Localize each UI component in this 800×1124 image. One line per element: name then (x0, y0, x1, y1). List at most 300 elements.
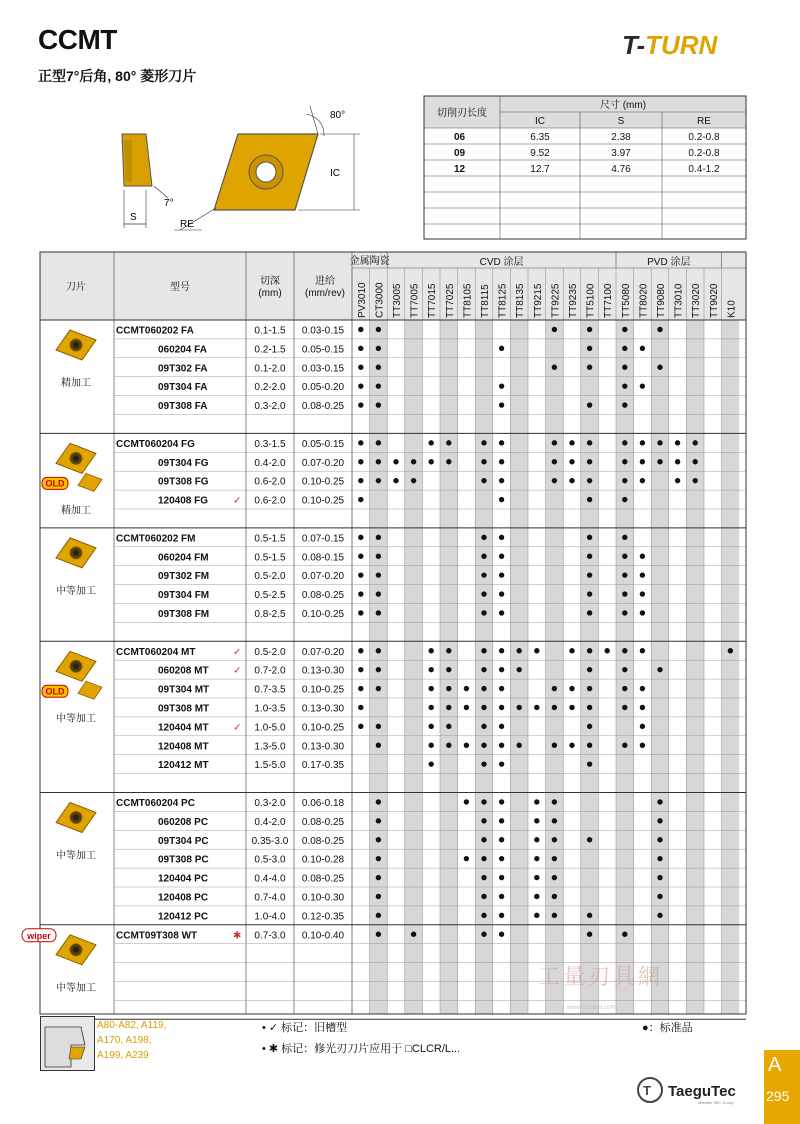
availability-dot-tt7015 (429, 743, 434, 748)
depth-value: 0.3-1.5 (254, 438, 286, 450)
wiper-badge-label: wiper (27, 930, 51, 941)
depth-value: 1.0-5.0 (254, 722, 286, 734)
feed-value: 0.07-0.20 (301, 571, 345, 583)
grade-table (27, 252, 746, 1014)
availability-dot-ct3000 (376, 932, 381, 937)
header-depth: 切深 (260, 276, 280, 287)
availability-dot-tt7005 (411, 459, 416, 464)
availability-dot-tt8115 (481, 591, 486, 596)
availability-dot-tt9225 (552, 327, 557, 332)
insert-hole-inner (256, 162, 276, 182)
feed-value: 0.10-0.40 (301, 930, 345, 942)
availability-dot-tt8105 (464, 856, 469, 861)
insert-hole-inner (73, 455, 79, 461)
availability-dot-tt8125 (499, 572, 504, 577)
availability-dot-tt8115 (481, 535, 486, 540)
availability-dot-tt3010 (675, 459, 680, 464)
size-cell: 4.76 (611, 164, 631, 175)
toolholder-thumbnail (40, 1016, 95, 1071)
label-ic: IC (330, 168, 340, 179)
availability-dot-tt9080 (657, 837, 662, 842)
size-table-group-header: 尺寸 (mm) (599, 100, 647, 111)
page-number: 295 (766, 1088, 790, 1104)
size-table (424, 96, 746, 239)
insert-image-icon (56, 935, 96, 965)
grade-label: TT9235 (568, 283, 579, 318)
svg-text:T: T (643, 1083, 651, 1098)
header-insert: 刀片 (66, 282, 86, 293)
grade-stripe (546, 320, 564, 1014)
availability-dot-tt3020 (693, 478, 698, 483)
availability-dot-tt8125 (499, 837, 504, 842)
availability-dot-tt7015 (429, 648, 434, 653)
operation-label: 中等加工 (56, 850, 96, 862)
insert-image-icon (42, 443, 102, 491)
feed-value: 0.05-0.15 (301, 344, 345, 356)
availability-dot-tt5080 (622, 591, 627, 596)
feed-value: 0.08-0.25 (301, 835, 345, 847)
dim-line-angle (154, 186, 168, 198)
logo-text: TaeguTec (668, 1083, 736, 1100)
check-mark: ✓ (233, 722, 242, 734)
availability-dot-ct3000 (376, 383, 381, 388)
depth-value: 0.3-2.0 (254, 797, 286, 809)
availability-dot-tt5100 (587, 478, 592, 483)
model-code: 09T304 FM (158, 590, 210, 602)
availability-dot-tt9215 (534, 705, 539, 710)
availability-dot-tt9235 (569, 459, 574, 464)
availability-dot-tt8115 (481, 743, 486, 748)
insert-image-icon (42, 651, 102, 699)
availability-dot-tt9215 (534, 837, 539, 842)
depth-value: 0.1-2.0 (254, 363, 286, 375)
feed-value: 0.10-0.28 (301, 854, 345, 866)
grade-label: TT3020 (691, 283, 703, 318)
availability-dot-tt8115 (481, 856, 486, 861)
feed-value: 0.06-0.18 (301, 797, 345, 809)
availability-dot-tt9235 (569, 686, 574, 691)
grade-label: TT7005 (409, 283, 421, 318)
availability-dot-tt5080 (622, 402, 627, 407)
availability-dot-tt8125 (499, 705, 504, 710)
model-code: 09T304 FG (158, 457, 209, 469)
availability-dot-tt5100 (587, 705, 592, 710)
availability-dot-ct3000 (376, 478, 381, 483)
availability-dot-tt8115 (481, 648, 486, 653)
header-feed-unit: (mm/rev) (305, 288, 345, 299)
depth-value: 0.4-2.0 (254, 816, 286, 828)
availability-dot-ct3000 (376, 818, 381, 823)
availability-dot-tt5080 (622, 932, 627, 937)
availability-dot-pv3010 (358, 648, 363, 653)
grade-label: CT3000 (374, 282, 386, 318)
depth-value: 0.5-1.5 (254, 533, 286, 545)
availability-dot-tt5100 (587, 648, 592, 653)
availability-dot-tt8135 (517, 705, 522, 710)
feed-value: 0.10-0.25 (301, 722, 345, 734)
availability-dot-tt5080 (622, 535, 627, 540)
availability-dot-tt8135 (517, 648, 522, 653)
availability-dot-tt8115 (481, 799, 486, 804)
availability-dot-tt8125 (499, 554, 504, 559)
availability-dot-tt8125 (499, 648, 504, 653)
availability-dot-tt5080 (622, 459, 627, 464)
model-code: 060204 FM (158, 552, 209, 564)
availability-dot-ct3000 (376, 837, 381, 842)
old-insert-shape (78, 473, 102, 491)
depth-value: 1.0-3.5 (254, 703, 286, 715)
availability-dot-tt8020 (640, 346, 645, 351)
availability-dot-tt5080 (622, 478, 627, 483)
availability-dot-tt3020 (693, 459, 698, 464)
watermark: 工量刃具網 (538, 964, 664, 989)
availability-dot-ct3000 (376, 346, 381, 351)
grade-label: TT8020 (638, 283, 650, 318)
availability-dot-tt8105 (464, 799, 469, 804)
size-cell: 6.35 (530, 132, 550, 143)
size-row-code: 12 (454, 164, 466, 175)
size-col-ic: IC (535, 116, 545, 127)
availability-dot-tt8105 (464, 705, 469, 710)
availability-dot-ct3000 (376, 799, 381, 804)
availability-dot-ct3000 (376, 402, 381, 407)
availability-dot-pv3010 (358, 365, 363, 370)
feed-value: 0.10-0.25 (301, 495, 345, 507)
availability-dot-pv3010 (358, 686, 363, 691)
grade-label: TT9080 (656, 283, 667, 318)
group-cermet: 金属陶瓷 (349, 256, 390, 267)
availability-dot-tt7015 (429, 667, 434, 672)
availability-dot-tt8115 (481, 913, 486, 918)
feed-value: 0.08-0.25 (301, 873, 345, 885)
availability-dot-tt8020 (640, 648, 645, 653)
check-mark: ✓ (233, 646, 242, 658)
availability-dot-tt9225 (552, 913, 557, 918)
reference-pages (97, 1018, 207, 1063)
availability-dot-tt8020 (640, 591, 645, 596)
availability-dot-tt9225 (552, 894, 557, 899)
page-subtitle: 正型7°后角, 80° 菱形刀片 (38, 68, 197, 84)
feed-value: 0.13-0.30 (301, 741, 345, 753)
table-border (40, 252, 746, 1014)
grade-stripe (405, 320, 423, 1014)
availability-dot-tt7015 (429, 440, 434, 445)
availability-dot-ct3000 (376, 535, 381, 540)
availability-dot-tt7025 (446, 440, 451, 445)
size-cell: 9.52 (530, 148, 550, 159)
insert-image-icon (56, 538, 96, 568)
availability-dot-pv3010 (358, 610, 363, 615)
angle-arc (306, 114, 324, 136)
grade-label: TT8115 (480, 284, 491, 318)
availability-dot-tt8020 (640, 705, 645, 710)
availability-dot-tt9080 (657, 894, 662, 899)
availability-dot-tt5100 (587, 913, 592, 918)
availability-dot-ct3000 (376, 875, 381, 880)
model-code: 09T304 PC (158, 835, 209, 847)
depth-value: 0.2-2.0 (254, 382, 286, 394)
availability-dot-tt8115 (481, 837, 486, 842)
availability-dot-ct3000 (376, 743, 381, 748)
feed-value: 0.08-0.25 (301, 816, 345, 828)
availability-dot-pv3010 (358, 440, 363, 445)
availability-dot-tt8125 (499, 799, 504, 804)
availability-dot-tt5100 (587, 761, 592, 766)
size-row-code: 06 (454, 132, 466, 143)
availability-dot-tt9225 (552, 705, 557, 710)
availability-dot-pv3010 (358, 724, 363, 729)
depth-value: 0.8-2.5 (254, 608, 286, 620)
availability-dot-tt8125 (499, 346, 504, 351)
depth-value: 0.7-2.0 (254, 665, 286, 677)
availability-dot-ct3000 (376, 610, 381, 615)
availability-dot-tt8020 (640, 572, 645, 577)
grade-label: TT5080 (620, 283, 632, 318)
availability-dot-pv3010 (358, 572, 363, 577)
availability-dot-tt5100 (587, 837, 592, 842)
availability-dot-tt8115 (481, 724, 486, 729)
feed-value: 0.10-0.25 (301, 476, 345, 488)
availability-dot-ct3000 (376, 554, 381, 559)
size-col-s: S (617, 116, 625, 127)
availability-dot-tt7015 (429, 686, 434, 691)
availability-dot-tt9080 (657, 856, 662, 861)
group-cvd: CVD 涂层 (479, 257, 524, 268)
availability-dot-pv3010 (358, 535, 363, 540)
group-pvd: PVD 涂层 (647, 257, 691, 268)
depth-value: 0.5-3.0 (254, 854, 286, 866)
availability-dot-tt9235 (569, 648, 574, 653)
model-code: 09T304 MT (158, 684, 210, 696)
availability-dot-pv3010 (358, 667, 363, 672)
brand-part-a: T- (622, 30, 646, 60)
availability-dot-tt8115 (481, 554, 486, 559)
depth-value: 0.6-2.0 (254, 476, 286, 488)
insert-hole-inner (73, 815, 79, 821)
availability-dot-tt7015 (429, 724, 434, 729)
availability-dot-k10 (728, 648, 733, 653)
availability-dot-tt8125 (499, 686, 504, 691)
availability-dot-tt8115 (481, 761, 486, 766)
availability-dot-tt9225 (552, 837, 557, 842)
grade-label: TT3005 (392, 283, 403, 318)
availability-dot-pv3010 (358, 497, 363, 502)
depth-value: 0.7-3.5 (254, 684, 286, 696)
availability-dot-tt8115 (481, 459, 486, 464)
availability-dot-tt9225 (552, 686, 557, 691)
brand-part-b: TURN (645, 30, 718, 60)
availability-dot-tt9215 (534, 856, 539, 861)
old-insert-shape (78, 681, 102, 699)
label-re: RE (180, 219, 194, 230)
availability-dot-tt8105 (464, 743, 469, 748)
availability-dot-tt8020 (640, 743, 645, 748)
availability-dot-tt8020 (640, 554, 645, 559)
logo-subtext: Member IMC Group (698, 1100, 734, 1105)
availability-dot-tt8125 (499, 724, 504, 729)
availability-dot-tt8125 (499, 875, 504, 880)
check-mark: ✓ (233, 665, 242, 677)
availability-dot-tt7025 (446, 705, 451, 710)
model-code: 060208 PC (158, 816, 209, 828)
depth-value: 1.3-5.0 (254, 741, 286, 753)
availability-dot-tt5100 (587, 932, 592, 937)
depth-value: 1.0-4.0 (254, 911, 286, 923)
refs-line-1: A80-A82, A119, (97, 1020, 167, 1031)
availability-dot-tt9215 (534, 913, 539, 918)
availability-dot-tt5100 (587, 402, 592, 407)
availability-dot-tt8125 (499, 497, 504, 502)
grade-label: K10 (726, 300, 738, 318)
availability-dot-tt8115 (481, 875, 486, 880)
grade-label: TT3010 (673, 283, 685, 318)
grade-label: TT7015 (427, 283, 439, 318)
availability-dot-tt5080 (622, 554, 627, 559)
size-row-code: 09 (454, 148, 466, 159)
availability-dot-tt5080 (622, 743, 627, 748)
depth-value: 0.5-1.5 (254, 552, 286, 564)
insert-hole-inner (73, 947, 79, 953)
availability-dot-tt3010 (675, 440, 680, 445)
availability-dot-tt7005 (411, 478, 416, 483)
feed-value: 0.08-0.25 (301, 401, 345, 413)
feed-value: 0.03-0.15 (301, 363, 345, 375)
model-code: 09T308 PC (158, 854, 209, 866)
availability-dot-tt9225 (552, 459, 557, 464)
depth-value: 0.7-4.0 (254, 892, 286, 904)
size-cell: 0.4-1.2 (688, 164, 720, 175)
availability-dot-tt8125 (499, 610, 504, 615)
availability-dot-ct3000 (376, 459, 381, 464)
check-mark: ✓ (233, 495, 242, 507)
refs-line-2: A170, A198, (97, 1035, 152, 1046)
note-old-groove: • ✓ 标记：旧槽型 (262, 1022, 348, 1034)
availability-dot-tt5080 (622, 572, 627, 577)
size-cell: 0.2-0.8 (688, 148, 720, 159)
feed-value: 0.08-0.25 (301, 590, 345, 602)
depth-value: 0.1-1.5 (254, 325, 286, 337)
availability-dot-tt8115 (481, 440, 486, 445)
availability-dot-tt3010 (675, 478, 680, 483)
availability-dot-tt9225 (552, 856, 557, 861)
old-badge-label: OLD (45, 686, 65, 697)
operation-label: 精加工 (61, 505, 91, 517)
availability-dot-tt8020 (640, 440, 645, 445)
availability-dot-ct3000 (376, 327, 381, 332)
feed-value: 0.10-0.25 (301, 684, 345, 696)
availability-dot-tt8115 (481, 932, 486, 937)
availability-dot-tt9215 (534, 875, 539, 880)
availability-dot-tt7015 (429, 459, 434, 464)
availability-dot-tt5080 (622, 365, 627, 370)
availability-dot-tt9235 (569, 705, 574, 710)
refs-line-3: A199, A239 (97, 1050, 149, 1061)
availability-dot-tt9225 (552, 799, 557, 804)
model-code: 120408 PC (158, 892, 209, 904)
brand-logo (622, 30, 717, 61)
availability-dot-tt5080 (622, 648, 627, 653)
availability-dot-tt8135 (517, 667, 522, 672)
availability-dot-ct3000 (376, 856, 381, 861)
model-code: 120412 MT (158, 760, 209, 772)
availability-dot-tt8115 (481, 478, 486, 483)
availability-dot-tt5100 (587, 365, 592, 370)
availability-dot-tt8125 (499, 743, 504, 748)
availability-dot-tt9080 (657, 875, 662, 880)
availability-dot-tt5080 (622, 667, 627, 672)
model-code: CCMT060202 FA (116, 325, 194, 337)
availability-dot-tt7015 (429, 761, 434, 766)
grade-label: TT9020 (708, 283, 720, 318)
feed-value: 0.08-0.15 (301, 552, 345, 564)
availability-dot-tt5100 (587, 535, 592, 540)
availability-dot-tt8105 (464, 686, 469, 691)
availability-dot-tt5080 (622, 383, 627, 388)
availability-dot-tt5100 (587, 591, 592, 596)
header-feed: 进给 (315, 276, 335, 287)
insert-image-icon (56, 803, 96, 833)
grade-label: TT8105 (462, 283, 474, 318)
availability-dot-ct3000 (376, 724, 381, 729)
availability-dot-tt7025 (446, 648, 451, 653)
availability-dot-tt5080 (622, 705, 627, 710)
note-wiper: • ✱ 标记：修光刃刀片应用于 □CLCR/L... (262, 1043, 461, 1055)
depth-value: 0.6-2.0 (254, 495, 286, 507)
availability-dot-tt5100 (587, 667, 592, 672)
depth-value: 0.4-4.0 (254, 873, 286, 885)
availability-dot-tt9080 (657, 913, 662, 918)
size-cell: 12.7 (530, 164, 550, 175)
feed-value: 0.07-0.15 (301, 533, 345, 545)
grade-label: TT9215 (532, 283, 544, 318)
availability-dot-tt8115 (481, 667, 486, 672)
availability-dot-tt3005 (393, 459, 398, 464)
size-cell: 3.97 (611, 148, 631, 159)
availability-dot-tt8125 (499, 856, 504, 861)
availability-dot-ct3000 (376, 894, 381, 899)
grade-label: PV3010 (356, 282, 368, 318)
size-col-re: RE (697, 116, 711, 127)
depth-value: 0.4-2.0 (254, 457, 286, 469)
availability-dot-tt9235 (569, 743, 574, 748)
availability-dot-ct3000 (376, 686, 381, 691)
grade-label: TT7025 (444, 283, 456, 318)
availability-dot-tt8125 (499, 478, 504, 483)
depth-value: 0.3-2.0 (254, 401, 286, 413)
availability-dot-tt9080 (657, 440, 662, 445)
availability-dot-tt9225 (552, 818, 557, 823)
feed-value: 0.05-0.15 (301, 438, 345, 450)
model-code: CCMT060204 MT (116, 646, 196, 658)
model-code: 09T308 FM (158, 608, 210, 620)
availability-dot-tt3020 (693, 440, 698, 445)
availability-dot-tt7005 (411, 932, 416, 937)
availability-dot-tt5100 (587, 572, 592, 577)
availability-dot-pv3010 (358, 383, 363, 388)
availability-dot-tt9215 (534, 799, 539, 804)
availability-dot-ct3000 (376, 440, 381, 445)
availability-dot-tt5080 (622, 610, 627, 615)
insert-geometry-diagram (110, 100, 370, 240)
page-section-letter: A (768, 1054, 782, 1076)
availability-dot-pv3010 (358, 554, 363, 559)
availability-dot-tt8125 (499, 761, 504, 766)
availability-dot-tt5080 (622, 686, 627, 691)
feed-value: 0.13-0.30 (301, 665, 345, 677)
availability-dot-tt5100 (587, 459, 592, 464)
availability-dot-tt7100 (605, 648, 610, 653)
size-cell: 2.38 (611, 132, 631, 143)
